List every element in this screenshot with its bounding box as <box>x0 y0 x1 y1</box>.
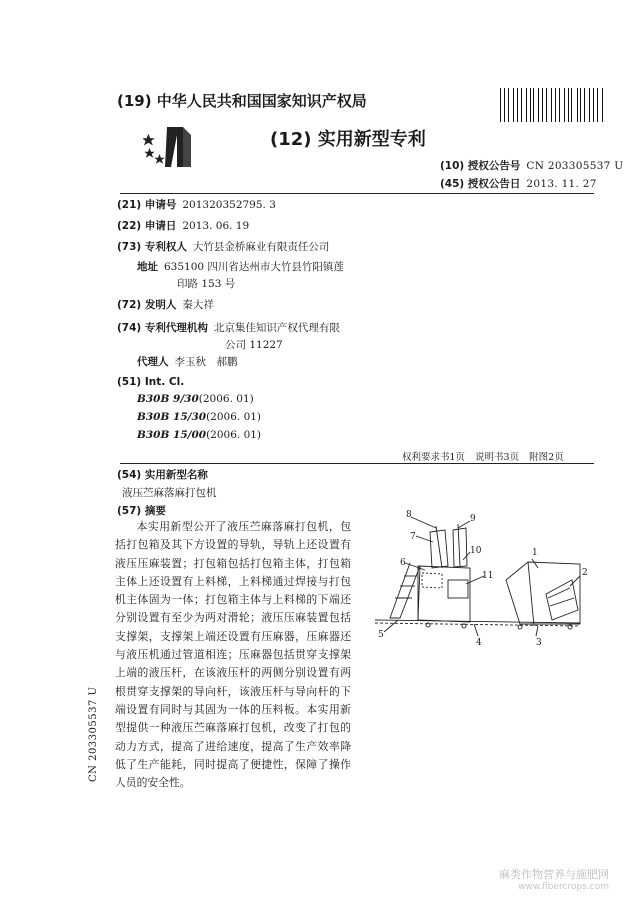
utility-model-title: 液压苎麻落麻打包机 <box>122 487 217 499</box>
watermark-site-name: 麻类作物营养与施肥网 <box>499 868 609 881</box>
page-counts <box>402 449 564 463</box>
patent-office-name: (19) 中华人民共和国国家知识产权局 <box>117 92 367 110</box>
filing-date: 2013. 06. 19 <box>182 220 250 232</box>
title-label: (54) 实用新型名称 <box>117 469 208 481</box>
ipc-code: B30B 9/30 <box>137 393 199 405</box>
application-number-label: (21) 申请号 <box>117 199 177 211</box>
agent: 李玉秋 郝鹏 <box>174 356 238 368</box>
agency-row <box>117 320 340 335</box>
claims-pages: 权利要求书1页 <box>402 452 466 463</box>
drawing-label: 11 <box>482 571 494 581</box>
agent-row <box>137 354 238 369</box>
publication-date-row <box>440 176 597 191</box>
agency-label: (74) 专利代理机构 <box>117 322 208 334</box>
abstract-text: 本实用新型公开了液压苎麻落麻打包机，包括打包箱及其下方设置的导轨，导轨上还设置有液压压麻装置；打包箱包括打包箱主体，打包箱主体上还设置有上料梯，上料梯通过焊接与打包机主体固为一体；打包箱主体与上料梯的下端还分别设置有至少为两对滑轮；液压压麻装置包括支撑架，支撑架上端还设置有压麻器，压麻器还与液压机通过管道相连；压麻器包括贯穿支撑架上端的液压杆，在该液压杆的两侧分别设置有两根贯穿支撑架的导向杆，该液压杆与导向杆的下端设置有同时与其固为一体的压料板。本实用新型提供一种液压苎麻落麻打包机，改变了打包的动力方式，提高了进给速度，提高了生产效率降低了生产能耗，同时提高了便捷性，保障了操作人员的安全性。 <box>115 520 351 790</box>
inventor-label: (72) 发明人 <box>117 299 177 311</box>
ipc-code: B30B 15/30 <box>137 411 207 423</box>
drawing-label: 7 <box>410 532 416 542</box>
ipc-entry <box>137 429 261 441</box>
application-number-row <box>117 197 276 212</box>
filing-date-row <box>117 218 249 233</box>
address-label: 地址 <box>137 261 158 273</box>
agent-label: 代理人 <box>137 356 169 368</box>
address-row <box>137 259 344 274</box>
ipc-version: (2006. 01) <box>206 429 262 441</box>
publication-number-row <box>440 158 623 173</box>
application-number: 201320352795. 3 <box>182 199 276 211</box>
sipo-logo <box>143 123 193 173</box>
ipc-version: (2006. 01) <box>206 411 262 423</box>
watermark-url: www.fibercrops.com <box>518 882 609 892</box>
patentee-label: (73) 专利权人 <box>117 241 187 253</box>
drawing-label: 1 <box>532 548 538 558</box>
drawing-label: 10 <box>470 546 482 556</box>
agency-line2: 公司 11227 <box>225 339 283 351</box>
patentee: 大竹县金桥麻业有限责任公司 <box>192 241 330 253</box>
inventor: 秦大祥 <box>182 299 214 311</box>
filing-date-label: (22) 申请日 <box>117 220 177 232</box>
patent-kind: (12) 实用新型专利 <box>270 129 426 150</box>
drawing-label: 6 <box>400 558 406 568</box>
ipc-entry <box>137 393 254 405</box>
address-line1: 635100 四川省达州市大竹县竹阳镇莲 <box>164 261 344 273</box>
drawing-pages: 附图2页 <box>529 452 564 463</box>
drawing-label: 3 <box>536 638 542 648</box>
inventor-row <box>117 297 214 312</box>
drawing-labels <box>370 508 610 658</box>
publication-number: CN 203305537 U <box>526 160 624 172</box>
ipc-code: B30B 15/00 <box>137 429 207 441</box>
drawing-label: 4 <box>476 638 482 648</box>
publication-date-label: (45) 授权公告日 <box>440 178 521 190</box>
barcode <box>500 88 606 122</box>
ipc-entry <box>137 411 261 423</box>
ipc-version: (2006. 01) <box>198 393 254 405</box>
header-divider <box>120 193 594 194</box>
drawing-label: 5 <box>378 630 384 640</box>
ipc-label: (51) Int. Cl. <box>117 376 185 388</box>
drawing-label: 8 <box>406 510 412 520</box>
drawing-label: 9 <box>470 514 476 524</box>
address-line2: 印路 153 号 <box>177 278 236 290</box>
section-divider <box>120 463 594 464</box>
patentee-row <box>117 239 329 254</box>
drawing-label: 2 <box>582 568 588 578</box>
vertical-publication-code: CN 203305537 U <box>88 686 99 782</box>
abstract-label: (57) 摘要 <box>117 505 166 517</box>
publication-number-label: (10) 授权公告号 <box>440 160 521 172</box>
description-pages: 说明书3页 <box>475 452 520 463</box>
agency-line1: 北京集佳知识产权代理有限 <box>213 322 340 334</box>
publication-date: 2013. 11. 27 <box>526 178 597 190</box>
